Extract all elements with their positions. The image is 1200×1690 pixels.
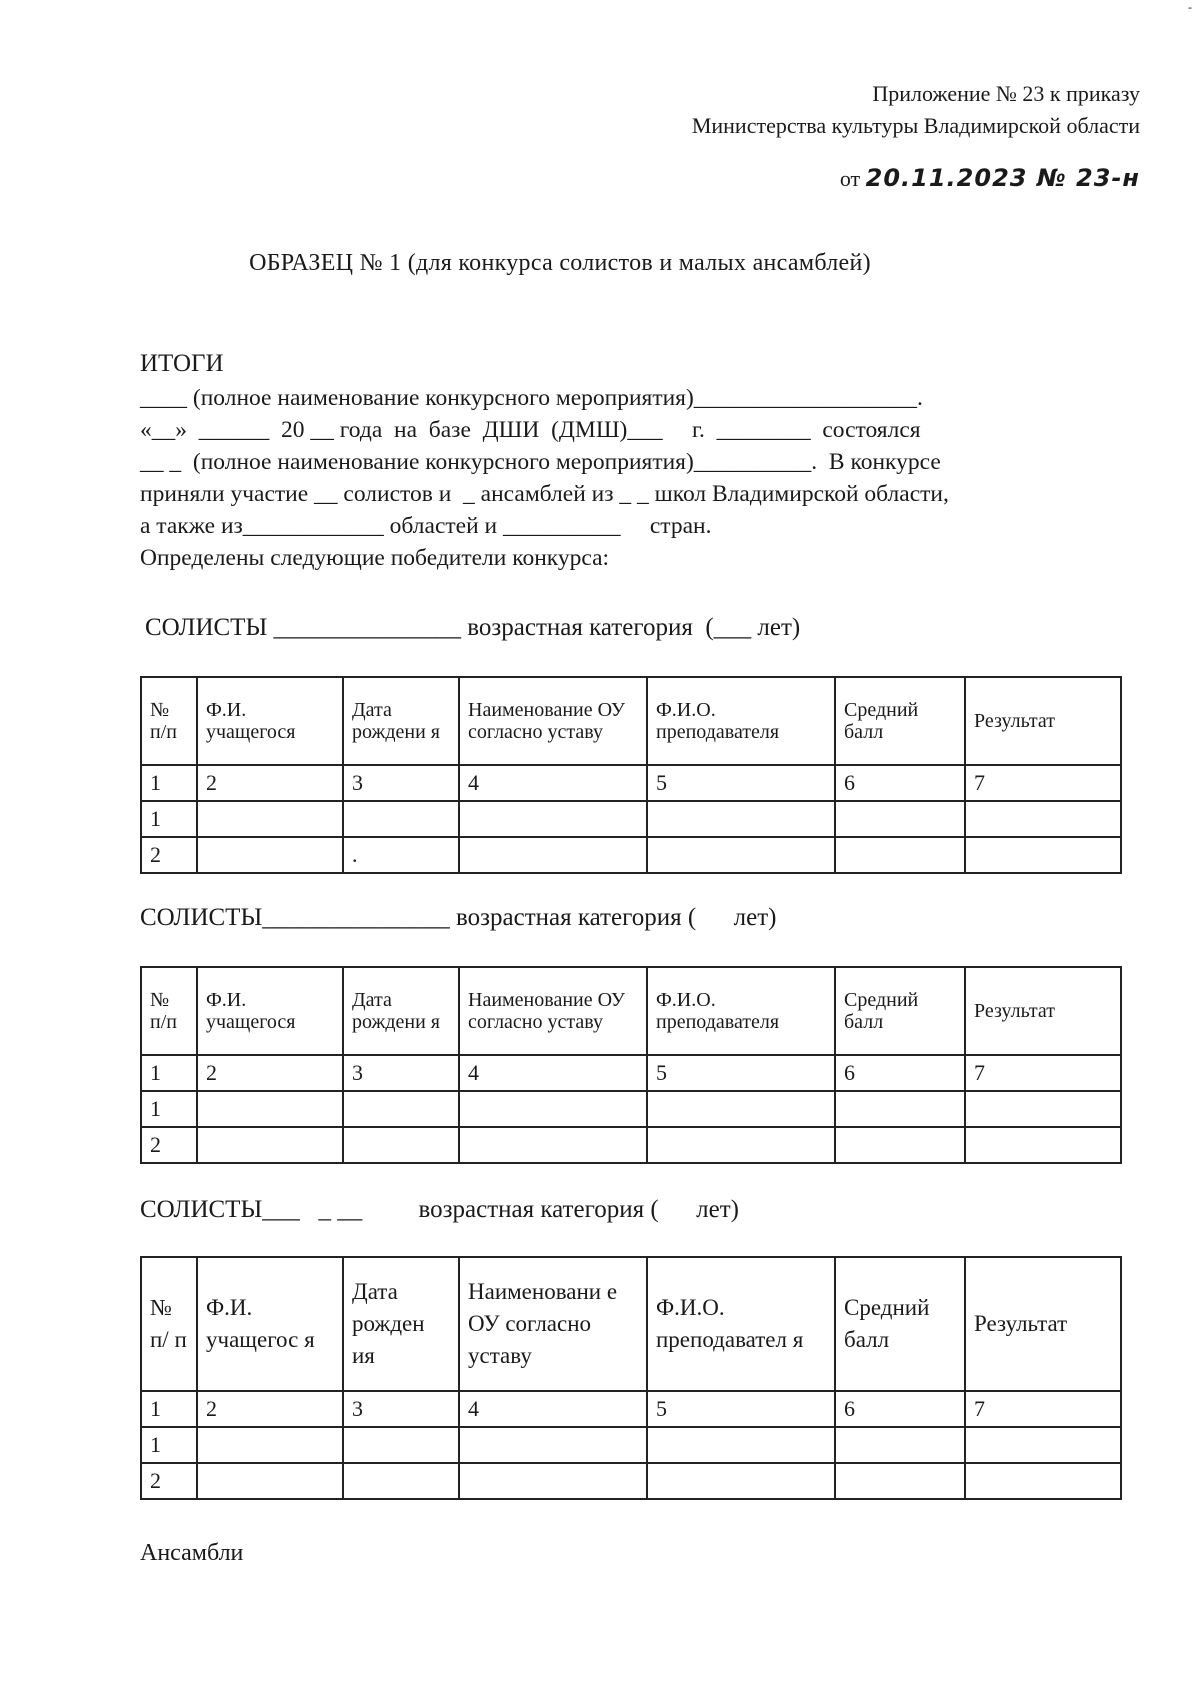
table-cell: [647, 837, 835, 873]
number-cell: 5: [647, 1391, 835, 1427]
table-row: [141, 837, 1121, 873]
table-cell: [459, 801, 647, 837]
table-row: [141, 801, 1121, 837]
table-row: [141, 1463, 1121, 1499]
table-cell: .: [343, 837, 459, 873]
table-cell: [647, 1091, 835, 1127]
paragraph-line: приняли участие __ солистов и _ ансамблей из _ _ школ Владимирской области,: [140, 481, 949, 507]
number-cell: 3: [343, 1055, 459, 1091]
table-cell: 2: [141, 837, 197, 873]
corner-mark: -: [1188, 0, 1192, 14]
header-cell: Средний балл: [835, 1257, 965, 1391]
table-cell: [835, 1463, 965, 1499]
column-number-row: [141, 1391, 1121, 1427]
soloists-heading: СОЛИСТЫ___ _ __ возрастная категория ( лет): [140, 1196, 739, 1223]
paragraph-line: Определены следующие победители конкурса:: [140, 545, 610, 571]
paragraph-line: «__» ______ 20 __ года на базе ДШИ (ДМШ)___ г. ________ состоялся: [140, 417, 921, 443]
table-cell: [459, 1127, 647, 1163]
table-cell: [459, 1463, 647, 1499]
header-cell: Дата рождени я: [343, 967, 459, 1055]
table-cell: [459, 1091, 647, 1127]
header-cell: Ф.И. учащегося: [197, 677, 343, 765]
number-cell: 5: [647, 1055, 835, 1091]
header-cell: Ф.И. учащегос я: [197, 1257, 343, 1391]
column-number-row: [141, 765, 1121, 801]
number-cell: 2: [197, 1055, 343, 1091]
table-cell: [343, 1427, 459, 1463]
number-cell: 4: [459, 765, 647, 801]
table-cell: [343, 1091, 459, 1127]
header-cell: Средний балл: [835, 677, 965, 765]
table-cell: 2: [141, 1127, 197, 1163]
table-cell: [459, 1427, 647, 1463]
table-cell: 2: [141, 1463, 197, 1499]
results-table: [140, 676, 1122, 874]
handwritten-order-number: 20.11.2023 № 23-н: [865, 164, 1140, 192]
soloists-heading: СОЛИСТЫ_______________ возрастная категория ( лет): [140, 904, 777, 931]
paragraph-line: ____ (полное наименование конкурсного мероприятия)___________________.: [140, 385, 923, 411]
table-cell: [647, 801, 835, 837]
soloists-heading: СОЛИСТЫ _______________ возрастная категория (___ лет): [145, 614, 801, 641]
table-cell: [965, 1127, 1121, 1163]
header-cell: Дата рожден ия: [343, 1257, 459, 1391]
number-cell: 6: [835, 765, 965, 801]
table-header-row: [141, 967, 1121, 1055]
header-cell: Наименование ОУ согласно уставу: [459, 677, 647, 765]
table-cell: [647, 1427, 835, 1463]
table-cell: [965, 1463, 1121, 1499]
number-cell: 2: [197, 1391, 343, 1427]
table-cell: [197, 1463, 343, 1499]
number-cell: 1: [141, 1391, 197, 1427]
table-cell: [197, 801, 343, 837]
header-cell: Ф.И.О. преподавателя: [647, 677, 835, 765]
header-cell: № п/п: [141, 967, 197, 1055]
header-cell: № п/п: [141, 677, 197, 765]
results-table: [140, 1256, 1122, 1500]
table-cell: [197, 1091, 343, 1127]
number-cell: 7: [965, 765, 1121, 801]
number-cell: 7: [965, 1391, 1121, 1427]
table-header-row: [141, 677, 1121, 765]
order-reference: [840, 164, 1140, 192]
document-title: ОБРАЗЕЦ № 1 (для конкурса солистов и малых ансамблей): [249, 250, 871, 276]
table-cell: 1: [141, 801, 197, 837]
number-cell: 3: [343, 1391, 459, 1427]
table-cell: [647, 1463, 835, 1499]
number-cell: 2: [197, 765, 343, 801]
table-cell: [965, 1427, 1121, 1463]
header-cell: Ф.И.О. преподавателя: [647, 967, 835, 1055]
appendix-line-1: Приложение № 23 к приказу: [872, 81, 1140, 106]
header-cell: № п/ п: [141, 1257, 197, 1391]
table-cell: [835, 1091, 965, 1127]
appendix-line-2: Министерства культуры Владимирской области: [691, 113, 1140, 138]
number-cell: 4: [459, 1055, 647, 1091]
header-cell: Наименование ОУ согласно уставу: [459, 967, 647, 1055]
table-cell: [197, 1127, 343, 1163]
table-cell: [647, 1127, 835, 1163]
number-cell: 5: [647, 765, 835, 801]
table-row: [141, 1127, 1121, 1163]
table-cell: 1: [141, 1091, 197, 1127]
number-cell: 7: [965, 1055, 1121, 1091]
header-cell: Результат: [965, 1257, 1121, 1391]
intro-paragraph: [140, 382, 1140, 574]
header-cell: Ф.И.О. преподавател я: [647, 1257, 835, 1391]
header-cell: Дата рождени я: [343, 677, 459, 765]
header-cell: Результат: [965, 677, 1121, 765]
table-cell: [965, 837, 1121, 873]
table-header-row: [141, 1257, 1121, 1391]
table-cell: [343, 1127, 459, 1163]
ensembles-heading: Ансамбли: [140, 1540, 244, 1566]
order-ref-prefix: от: [839, 166, 861, 191]
number-cell: 1: [141, 1055, 197, 1091]
number-cell: 3: [343, 765, 459, 801]
table-cell: [835, 801, 965, 837]
results-heading: ИТОГИ: [140, 350, 224, 377]
number-cell: 4: [459, 1391, 647, 1427]
table-cell: [835, 1427, 965, 1463]
table-cell: [197, 837, 343, 873]
header-cell: Наименовани е ОУ согласно уставу: [459, 1257, 647, 1391]
header-cell: Средний балл: [835, 967, 965, 1055]
table-cell: [835, 1127, 965, 1163]
table-row: [141, 1427, 1121, 1463]
table-cell: [835, 837, 965, 873]
header-cell: Результат: [965, 967, 1121, 1055]
table-row: [141, 1091, 1121, 1127]
paragraph-line: __ _ (полное наименование конкурсного мероприятия)__________. В конкурсе: [140, 449, 941, 475]
table-cell: [965, 801, 1121, 837]
appendix-header: [692, 78, 1140, 142]
table-cell: [197, 1427, 343, 1463]
number-cell: 1: [141, 765, 197, 801]
table-cell: [459, 837, 647, 873]
results-table: [140, 966, 1122, 1164]
header-cell: Ф.И. учащегося: [197, 967, 343, 1055]
paragraph-line: а также из____________ областей и __________ стран.: [140, 513, 712, 539]
column-number-row: [141, 1055, 1121, 1091]
table-cell: 1: [141, 1427, 197, 1463]
number-cell: 6: [835, 1055, 965, 1091]
table-cell: [343, 801, 459, 837]
table-cell: [343, 1463, 459, 1499]
number-cell: 6: [835, 1391, 965, 1427]
table-cell: [965, 1091, 1121, 1127]
